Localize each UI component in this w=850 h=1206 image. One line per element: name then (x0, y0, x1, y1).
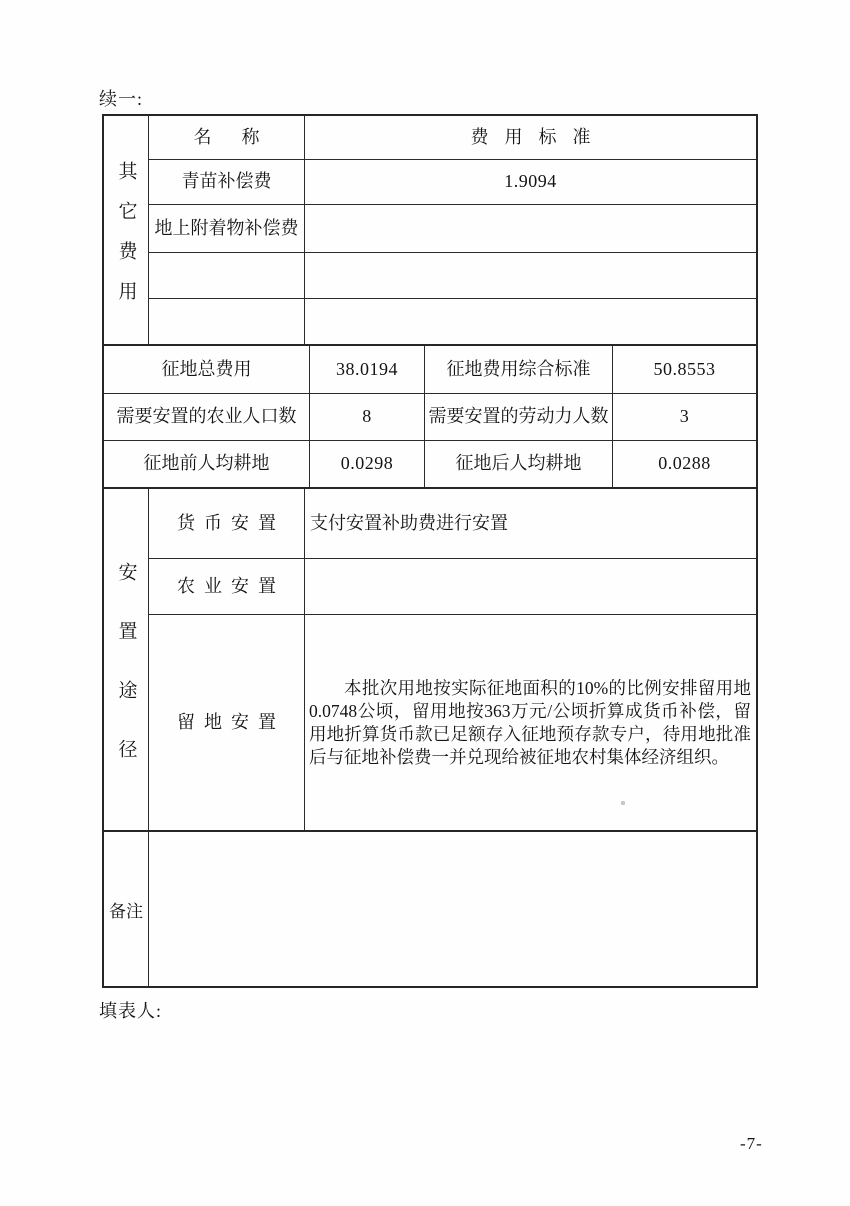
table-row (149, 252, 756, 298)
summary-label-cell: 需要安置的劳动力人数 (425, 394, 613, 440)
table-row (149, 558, 756, 614)
table-row (104, 440, 756, 487)
table-row (104, 346, 756, 393)
resettlement-type-cell: 农业安置 (149, 559, 305, 614)
land-fee-table (102, 114, 758, 988)
resettlement-type-cell: 货币安置 (149, 489, 305, 558)
summary-section (104, 344, 756, 487)
page-number: -7- (740, 1134, 763, 1153)
fee-value-cell: 1.9094 (504, 171, 557, 192)
fee-name-header-cell: 名称 (149, 116, 305, 159)
summary-value-cell: 50.8553 (653, 358, 716, 379)
resettlement-section-label: 安置途径 (104, 489, 149, 830)
table-row (149, 204, 756, 252)
fee-name-cell: 地上附着物补偿费 (149, 205, 305, 252)
summary-value-cell: 0.0298 (310, 441, 425, 487)
reserved-land-paragraph: 本批次用地按实际征地面积的10%的比例安排留用地0.0748公顷，留用地按363万元/公顷折算成货币补偿，留用地折算货币款已足额存入征地预存款专户，待用地批准后与征地补偿费一并兑现给被征地农村集体经济组织。 (309, 677, 751, 767)
summary-label-cell: 征地前人均耕地 (104, 441, 310, 487)
resettlement-content-cell (305, 559, 756, 614)
fee-name-cell (149, 253, 305, 298)
table-row (149, 489, 756, 558)
form-filler-label: 填表人: (99, 1001, 163, 1021)
other-fees-section (104, 116, 756, 344)
summary-value-cell: 3 (679, 406, 690, 427)
resettlement-content-cell (305, 615, 756, 830)
continuation-label: 续一: (99, 89, 144, 109)
fee-standard-header-cell: 费用标准 (470, 126, 607, 147)
resettlement-content-cell: 支付安置补助费进行安置 (310, 512, 508, 533)
summary-label-cell: 征地后人均耕地 (425, 441, 613, 487)
summary-value-cell: 38.0194 (310, 346, 425, 393)
remarks-content-cell (149, 832, 756, 986)
table-row (149, 116, 756, 159)
fee-value-cell (305, 205, 756, 252)
table-row (149, 614, 756, 830)
remarks-label-cell: 备注 (104, 832, 149, 986)
table-row (149, 159, 756, 204)
table-row (104, 393, 756, 440)
remarks-section (104, 830, 756, 986)
summary-label-cell: 征地总费用 (104, 346, 310, 393)
summary-value-cell: 8 (310, 394, 425, 440)
fee-name-cell: 青苗补偿费 (149, 160, 305, 204)
fee-name-cell (149, 299, 305, 344)
summary-label-cell: 需要安置的农业人口数 (104, 394, 310, 440)
summary-label-cell: 征地费用综合标准 (425, 346, 613, 393)
fee-value-cell (305, 253, 756, 298)
resettlement-section (104, 487, 756, 830)
fee-value-cell (305, 299, 756, 344)
table-row (149, 298, 756, 344)
other-fees-section-label: 其它费用 (104, 116, 149, 344)
scan-speck-artifact (621, 801, 625, 805)
resettlement-type-cell: 留地安置 (149, 615, 305, 830)
summary-value-cell: 0.0288 (658, 453, 711, 474)
